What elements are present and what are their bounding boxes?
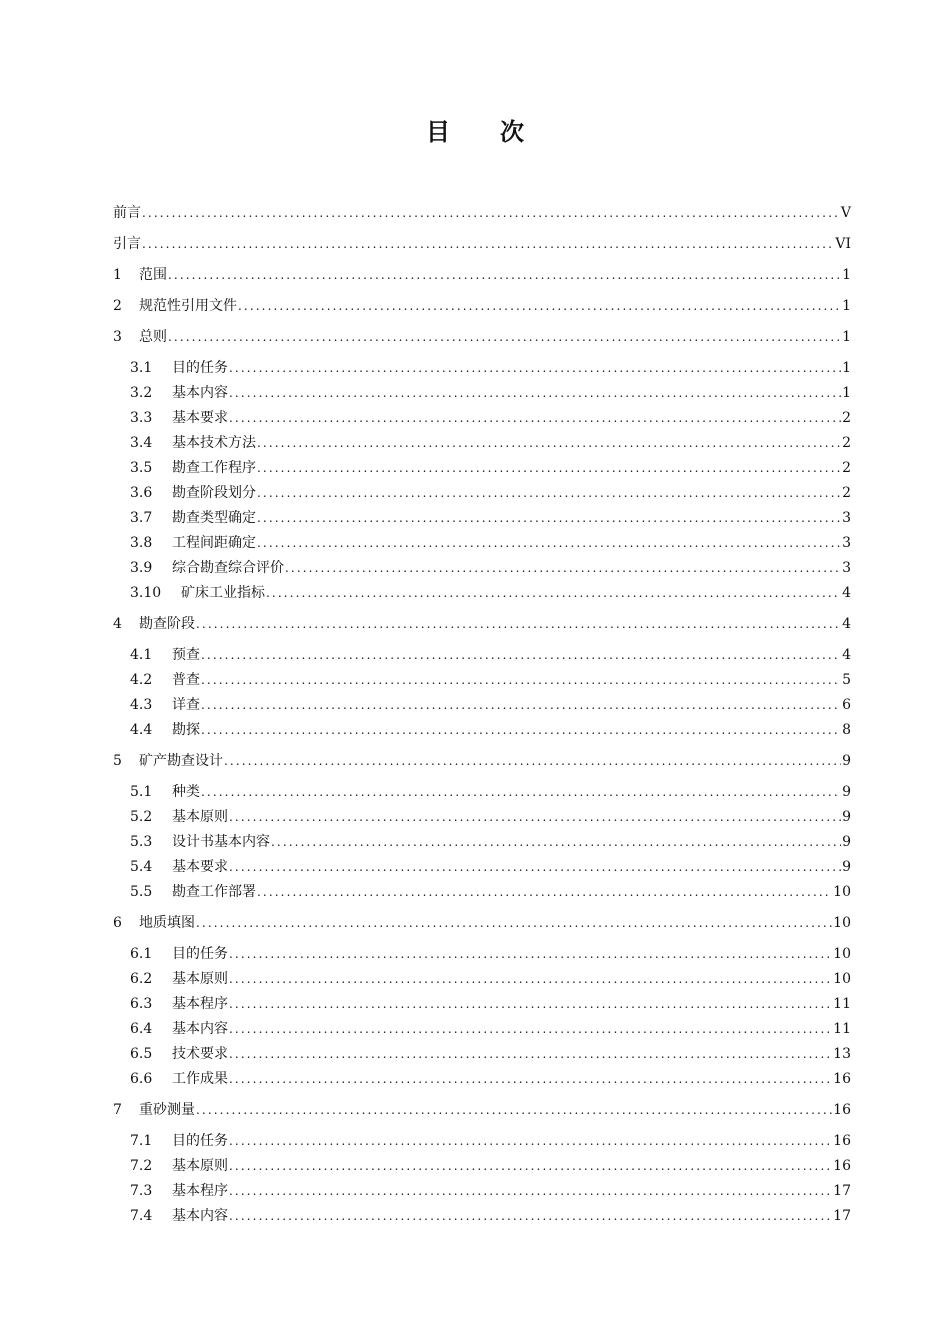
toc-entry-number: 3.4 xyxy=(130,435,153,451)
toc-subentry[interactable] xyxy=(130,692,851,714)
page-title-char: 次 xyxy=(500,118,524,146)
toc-entry-number: 3.9 xyxy=(130,560,153,576)
toc-entry-page: 9 xyxy=(842,834,851,850)
toc-dot-leader xyxy=(285,559,841,577)
toc-entry-page: 1 xyxy=(842,298,851,314)
toc-entry-label: 种类 xyxy=(172,784,200,800)
toc-entry-number: 6.5 xyxy=(130,1046,153,1062)
toc-entry-number: 3.1 xyxy=(130,360,153,376)
toc-dot-leader xyxy=(142,235,834,253)
toc-dot-leader xyxy=(196,914,832,932)
toc-subentry[interactable] xyxy=(130,380,851,402)
toc-subentry[interactable] xyxy=(130,717,851,739)
toc-dot-leader xyxy=(229,1045,832,1063)
toc-entry-number: 3.7 xyxy=(130,510,153,526)
toc-entry-number: 3.5 xyxy=(130,460,153,476)
toc-entry-label: 基本内容 xyxy=(172,385,228,401)
toc-dot-leader xyxy=(229,858,841,876)
toc-entry-page: 9 xyxy=(842,859,851,875)
toc-subentry[interactable] xyxy=(130,941,851,963)
toc-dot-leader xyxy=(142,204,840,222)
toc-entry-page: 16 xyxy=(833,1102,851,1118)
toc-entry-number: 6 xyxy=(113,915,122,931)
toc-dot-leader xyxy=(201,671,841,689)
toc-entry-label: 工程间距确定 xyxy=(172,535,256,551)
toc-subentry[interactable] xyxy=(130,405,851,427)
toc-entry-label: 勘查阶段划分 xyxy=(172,485,256,501)
toc-dot-leader xyxy=(201,783,841,801)
toc-entry-label: 技术要求 xyxy=(172,1046,228,1062)
toc-entry-page: 13 xyxy=(833,1046,851,1062)
toc-entry[interactable] xyxy=(113,262,851,284)
toc-entry-page: V xyxy=(840,205,851,221)
toc-dot-leader xyxy=(229,1182,832,1200)
toc-entry-number: 7 xyxy=(113,1102,122,1118)
toc-entry-label: 基本程序 xyxy=(172,1183,228,1199)
toc-subentry[interactable] xyxy=(130,555,851,577)
toc-subentry[interactable] xyxy=(130,804,851,826)
toc-entry[interactable] xyxy=(113,611,851,633)
toc-entry-label: 基本原则 xyxy=(172,1158,228,1174)
toc-entry-number: 5.1 xyxy=(130,784,153,800)
toc-entry-number: 5.4 xyxy=(130,859,153,875)
toc-entry-number: 5.3 xyxy=(130,834,153,850)
toc-entry-label: 设计书基本内容 xyxy=(172,834,270,850)
toc-entry-number: 5.2 xyxy=(130,809,153,825)
page-title-char: 目 xyxy=(426,118,450,146)
toc-entry-page: 9 xyxy=(842,784,851,800)
toc-subentry[interactable] xyxy=(130,430,851,452)
toc-entry-label: 目的任务 xyxy=(172,1133,228,1149)
toc-entry-page: 17 xyxy=(833,1208,851,1224)
toc-entry-label: 总则 xyxy=(139,329,167,345)
toc-entry-page: 2 xyxy=(842,410,851,426)
toc-dot-leader xyxy=(257,459,841,477)
toc-entry-label: 基本程序 xyxy=(172,996,228,1012)
toc-entry-label: 基本要求 xyxy=(172,859,228,875)
toc-entry-page: 16 xyxy=(833,1133,851,1149)
toc-entry-page: 17 xyxy=(833,1183,851,1199)
toc-dot-leader xyxy=(196,615,841,633)
toc-entry-page: 10 xyxy=(833,915,851,931)
toc-dot-leader xyxy=(201,696,841,714)
toc-dot-leader xyxy=(196,1101,832,1119)
toc-entry-label: 综合勘查综合评价 xyxy=(172,560,284,576)
toc-entry-number: 3.6 xyxy=(130,485,153,501)
toc-entry-label: 规范性引用文件 xyxy=(139,298,237,314)
toc-entry-number: 4.1 xyxy=(130,647,153,663)
toc-entry-page: 8 xyxy=(842,722,851,738)
toc-dot-leader xyxy=(229,1207,832,1225)
toc-entry-label: 范围 xyxy=(139,267,167,283)
toc-entry-label: 目的任务 xyxy=(172,946,228,962)
toc-entry-page: 10 xyxy=(833,946,851,962)
toc-subentry[interactable] xyxy=(130,355,851,377)
toc-entry-number: 3.2 xyxy=(130,385,153,401)
toc-entry-page: 16 xyxy=(833,1071,851,1087)
toc-entry-page: 2 xyxy=(842,485,851,501)
toc-dot-leader xyxy=(229,384,841,402)
toc-dot-leader xyxy=(229,945,832,963)
toc-entry-page: 1 xyxy=(842,360,851,376)
toc-entry-label: 地质填图 xyxy=(139,915,195,931)
toc-entry[interactable] xyxy=(113,748,851,770)
toc-entry-label: 引言 xyxy=(113,236,141,252)
toc-entry-label: 重砂测量 xyxy=(139,1102,195,1118)
toc-entry-number: 3.10 xyxy=(130,585,162,601)
toc-dot-leader xyxy=(257,509,841,527)
toc-entry-page: 1 xyxy=(842,385,851,401)
toc-subentry[interactable] xyxy=(130,580,851,602)
toc-entry-page: 3 xyxy=(842,535,851,551)
toc-dot-leader xyxy=(224,752,841,770)
toc-subentry[interactable] xyxy=(130,642,851,664)
toc-entry[interactable] xyxy=(113,231,851,253)
toc-subentry[interactable] xyxy=(130,829,851,851)
toc-entry-page: 4 xyxy=(842,585,851,601)
toc-entry[interactable] xyxy=(113,1097,851,1119)
toc-dot-leader xyxy=(168,328,841,346)
toc-subentry[interactable] xyxy=(130,480,851,502)
toc-dot-leader xyxy=(229,808,841,826)
toc-entry-page: 9 xyxy=(842,753,851,769)
toc-entry-number: 6.3 xyxy=(130,996,153,1012)
toc-subentry[interactable] xyxy=(130,455,851,477)
toc-entry-label: 勘查工作部署 xyxy=(172,884,256,900)
toc-entry-label: 勘查阶段 xyxy=(139,616,195,632)
toc-entry-label: 基本技术方法 xyxy=(172,435,256,451)
toc-entry-label: 普查 xyxy=(172,672,200,688)
toc-dot-leader xyxy=(229,1020,832,1038)
toc-subentry[interactable] xyxy=(130,530,851,552)
toc-entry[interactable] xyxy=(113,293,851,315)
toc-subentry[interactable] xyxy=(130,1066,851,1088)
toc-entry-label: 前言 xyxy=(113,205,141,221)
toc-dot-leader xyxy=(257,484,841,502)
toc-entry-number: 7.2 xyxy=(130,1158,153,1174)
toc-dot-leader xyxy=(257,883,832,901)
toc-entry-page: 3 xyxy=(842,510,851,526)
toc-entry-label: 基本原则 xyxy=(172,809,228,825)
toc-entry-label: 基本内容 xyxy=(172,1208,228,1224)
toc-entry-page: 10 xyxy=(833,971,851,987)
toc-entry-page: 4 xyxy=(842,647,851,663)
toc-dot-leader xyxy=(266,584,841,602)
toc-dot-leader xyxy=(229,409,841,427)
toc-dot-leader xyxy=(271,833,841,851)
toc-entry-label: 基本原则 xyxy=(172,971,228,987)
toc-entry-number: 3.3 xyxy=(130,410,153,426)
toc-entry-number: 5 xyxy=(113,753,122,769)
toc-entry-number: 1 xyxy=(113,267,122,283)
toc-dot-leader xyxy=(229,359,841,377)
toc-dot-leader xyxy=(201,721,841,739)
toc-entry-number: 6.1 xyxy=(130,946,153,962)
toc-entry-number: 7.3 xyxy=(130,1183,153,1199)
toc-entry[interactable] xyxy=(113,910,851,932)
toc-entry-page: 6 xyxy=(842,697,851,713)
toc-entry-label: 基本要求 xyxy=(172,410,228,426)
toc-dot-leader xyxy=(229,1132,832,1150)
toc-entry-number: 7.1 xyxy=(130,1133,153,1149)
toc-subentry[interactable] xyxy=(130,854,851,876)
toc-entry-page: 1 xyxy=(842,267,851,283)
toc-entry-page: 11 xyxy=(833,996,851,1012)
toc-entry-number: 3.8 xyxy=(130,535,153,551)
toc-entry-label: 勘查工作程序 xyxy=(172,460,256,476)
toc-entry-page: VI xyxy=(835,236,851,252)
toc-entry-number: 7.4 xyxy=(130,1208,153,1224)
toc-subentry[interactable] xyxy=(130,1128,851,1150)
toc-dot-leader xyxy=(229,995,832,1013)
toc-entry-label: 工作成果 xyxy=(172,1071,228,1087)
toc-subentry[interactable] xyxy=(130,1041,851,1063)
toc-subentry[interactable] xyxy=(130,966,851,988)
toc-subentry[interactable] xyxy=(130,1153,851,1175)
toc-entry-number: 6.6 xyxy=(130,1071,153,1087)
toc-entry-number: 4 xyxy=(113,616,122,632)
toc-subentry[interactable] xyxy=(130,1178,851,1200)
toc-dot-leader xyxy=(229,1157,832,1175)
toc-entry-label: 预查 xyxy=(172,647,200,663)
toc-entry-page: 1 xyxy=(842,329,851,345)
toc-subentry[interactable] xyxy=(130,879,851,901)
toc-entry-number: 6.4 xyxy=(130,1021,153,1037)
toc-entry-label: 详查 xyxy=(172,697,200,713)
toc-dot-leader xyxy=(238,297,841,315)
toc-dot-leader xyxy=(229,970,832,988)
toc-subentry[interactable] xyxy=(130,1203,851,1225)
toc-entry-page: 10 xyxy=(833,884,851,900)
toc-entry-number: 3 xyxy=(113,329,122,345)
toc-dot-leader xyxy=(257,434,841,452)
toc-entry-label: 目的任务 xyxy=(172,360,228,376)
toc-entry[interactable] xyxy=(113,324,851,346)
toc-entry-label: 矿产勘查设计 xyxy=(139,753,223,769)
toc-dot-leader xyxy=(229,1070,832,1088)
toc-dot-leader xyxy=(168,266,841,284)
toc-entry-number: 4.2 xyxy=(130,672,153,688)
toc-entry-page: 16 xyxy=(833,1158,851,1174)
toc-entry-number: 4.4 xyxy=(130,722,153,738)
toc-entry-label: 矿床工业指标 xyxy=(181,585,265,601)
toc-entry-page: 5 xyxy=(842,672,851,688)
toc-subentry[interactable] xyxy=(130,779,851,801)
toc-entry-page: 2 xyxy=(842,435,851,451)
toc-entry-number: 5.5 xyxy=(130,884,153,900)
toc-entry-label: 勘探 xyxy=(172,722,200,738)
toc-entry-number: 6.2 xyxy=(130,971,153,987)
toc-entry-page: 11 xyxy=(833,1021,851,1037)
toc-dot-leader xyxy=(201,646,841,664)
toc-subentry[interactable] xyxy=(130,991,851,1013)
toc-entry-label: 基本内容 xyxy=(172,1021,228,1037)
toc-entry-page: 9 xyxy=(842,809,851,825)
toc-entry-number: 2 xyxy=(113,298,122,314)
toc-subentry[interactable] xyxy=(130,505,851,527)
toc-dot-leader xyxy=(257,534,841,552)
toc-entry-label: 勘查类型确定 xyxy=(172,510,256,526)
toc-entry-page: 3 xyxy=(842,560,851,576)
toc-subentry[interactable] xyxy=(130,1016,851,1038)
toc-entry-page: 4 xyxy=(842,616,851,632)
toc-entry-page: 2 xyxy=(842,460,851,476)
toc-entry-number: 4.3 xyxy=(130,697,153,713)
toc-entry[interactable] xyxy=(113,200,851,222)
toc-subentry[interactable] xyxy=(130,667,851,689)
